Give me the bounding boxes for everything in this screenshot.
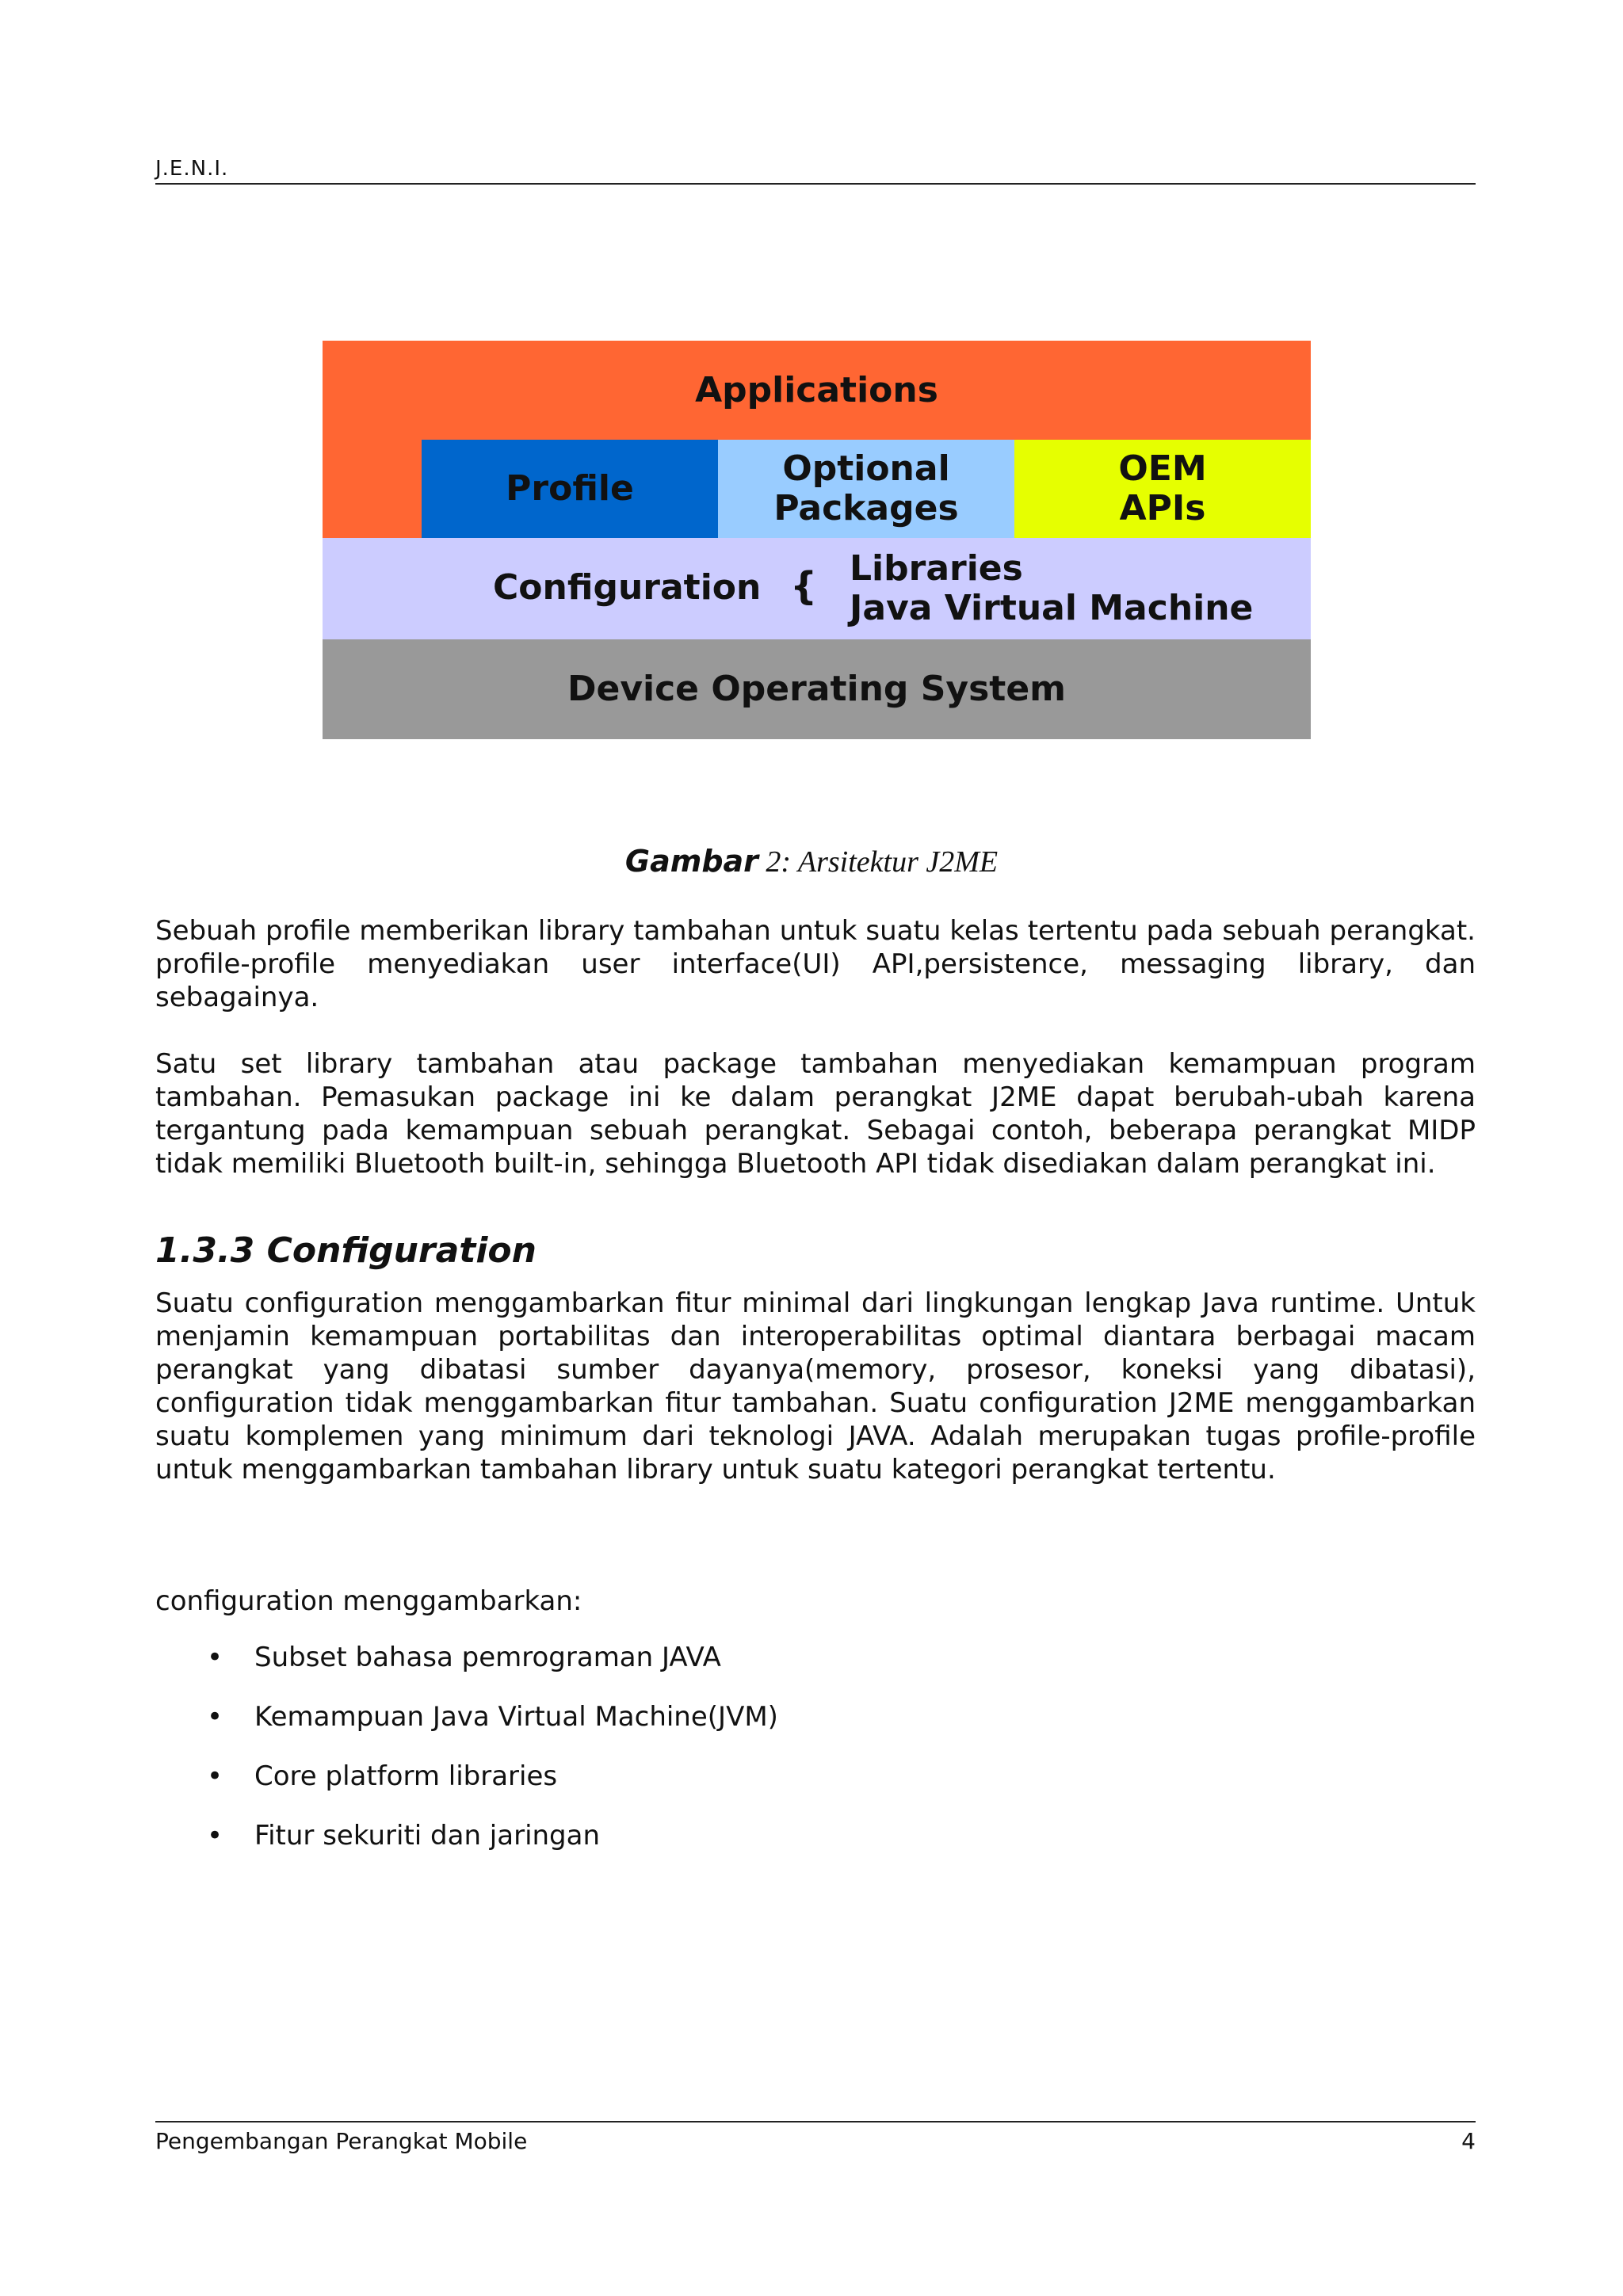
- configuration-components: [850, 549, 1253, 628]
- list-intro: configuration menggambarkan:: [155, 1585, 582, 1617]
- list-item: [155, 1700, 778, 1760]
- optional-label-line2: Packages: [773, 488, 959, 528]
- caption-label: Gambar: [624, 844, 758, 879]
- optional-label-line1: Optional: [782, 448, 950, 489]
- device-os-layer: [323, 639, 1311, 739]
- configuration-brace: {: [790, 564, 818, 608]
- bullet-icon: •: [207, 1701, 223, 1733]
- list-item-text: Fitur sekuriti dan jaringan: [254, 1820, 601, 1852]
- configuration-layer: [323, 538, 1311, 639]
- bullet-icon: •: [207, 1820, 223, 1852]
- configuration-label: Configuration: [493, 567, 762, 608]
- jvm-label: Java Virtual Machine: [850, 588, 1254, 628]
- paragraph-profile: Sebuah profile memberikan library tambahan untuk suatu kelas tertentu pada sebuah perangkat. profile-profile menyediakan user interface(UI) API,persistence, messaging library, dan sebagainya.: [155, 915, 1476, 1013]
- oem-apis-layer: [1014, 440, 1311, 538]
- j2me-architecture-diagram: [323, 341, 1311, 739]
- applications-layer-side: [323, 440, 422, 538]
- optional-packages-layer: [718, 440, 1014, 538]
- paragraph-optional-packages: Satu set library tambahan atau package tambahan menyediakan kemampuan program tambahan. Pemasukan package ini ke dalam perangkat J2ME dapat berubah-ubah karena tergantung pada kemampuan sebuah perangkat. Sebagai contoh, beberapa perangkat MIDP tidak memiliki Bluetooth built-in, sehingga Bluetooth API tidak disediakan dalam perangkat ini.: [155, 1048, 1476, 1180]
- list-item-text: Kemampuan Java Virtual Machine(JVM): [254, 1701, 778, 1733]
- bullet-icon: •: [207, 1760, 223, 1792]
- profile-label: Profile: [506, 468, 634, 509]
- device-os-label: Device Operating System: [567, 669, 1067, 709]
- footer-rule: [155, 2121, 1476, 2122]
- applications-label: Applications: [695, 370, 938, 410]
- libraries-label: Libraries: [850, 548, 1023, 589]
- paragraph-configuration: Suatu configuration menggambarkan fitur minimal dari lingkungan lengkap Java runtime. Untuk menjamin kemampuan portabilitas dan interoperabilitas optimal diantara berbagai macam perangkat yang dibatasi sumber dayanya(memory, prosesor, koneksi yang dibatasi), configuration tidak menggambarkan fitur tambahan. Suatu configuration J2ME menggambarkan suatu komplemen yang minimum dari teknologi JAVA. Adalah merupakan tugas profile-profile untuk menggambarkan tambahan library untuk suatu kategori perangkat tertentu.: [155, 1287, 1476, 1486]
- header-rule: [155, 183, 1476, 185]
- page-header-title: J.E.N.I.: [155, 157, 229, 181]
- list-item: [155, 1641, 778, 1700]
- list-item: [155, 1819, 778, 1878]
- oem-label-line2: APIs: [1119, 488, 1206, 528]
- configuration-list: [155, 1641, 778, 1878]
- list-item-text: Subset bahasa pemrograman JAVA: [254, 1642, 721, 1673]
- profile-layer: [422, 440, 718, 538]
- list-item: [155, 1760, 778, 1819]
- applications-layer: [323, 341, 1311, 440]
- caption-text: 2: Arsitektur J2ME: [758, 845, 999, 879]
- bullet-icon: •: [207, 1642, 223, 1673]
- figure-caption: [0, 844, 1623, 879]
- list-item-text: Core platform libraries: [254, 1760, 558, 1792]
- page-number: 4: [1461, 2128, 1476, 2154]
- section-heading: 1.3.3 Configuration: [155, 1230, 537, 1271]
- oem-label-line1: OEM: [1118, 448, 1207, 489]
- footer-title: Pengembangan Perangkat Mobile: [155, 2128, 528, 2154]
